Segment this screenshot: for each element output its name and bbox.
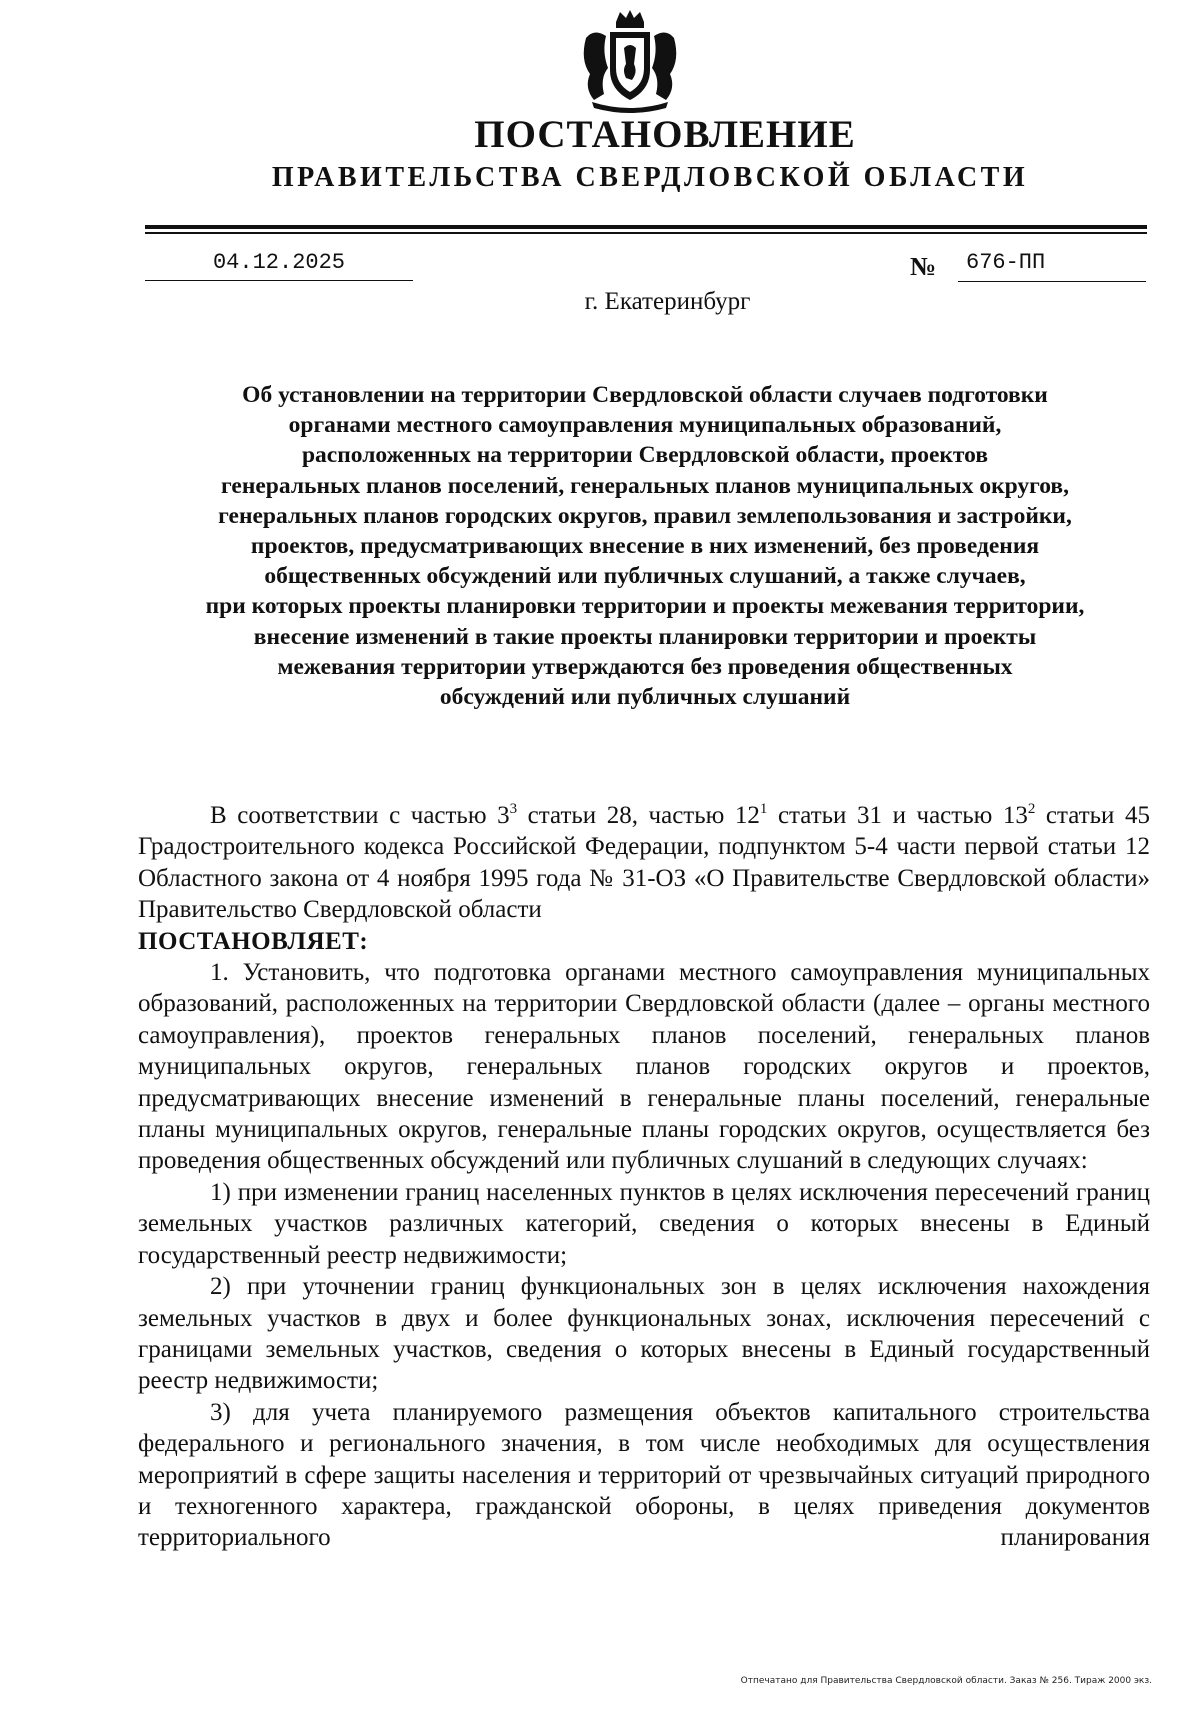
preamble-paragraph: [138, 800, 1150, 926]
coat-of-arms-icon: [576, 8, 684, 116]
document-number: 676-ПП: [958, 248, 1146, 282]
decree-word: ПОСТАНОВЛЯЕТ:: [138, 927, 369, 955]
print-imprint: Отпечатано для Правительства Свердловской области. Заказ № 256. Тираж 2000 экз.: [740, 1676, 1152, 1686]
header-rule-thick: [145, 225, 1147, 229]
heading-line: генеральных планов поселений, генеральных планов муниципальных округов,: [221, 472, 1069, 499]
document-body: [138, 800, 1150, 1554]
preamble-text: статьи 31 и частью 13: [767, 802, 1028, 829]
number-sign: №: [910, 252, 937, 281]
preamble-text: статьи 28, частью 12: [517, 802, 760, 829]
list-item: 2) при уточнении границ функциональных зон в целях исключения нахождения земельных участков в двух и более функциональных зонах, исключения пересечений с границами земельных участков, сведения о которых внесены в Единый государственный реестр недвижимости;: [138, 1273, 1150, 1395]
list-item: 1) при изменении границ населенных пунктов в целях исключения пересечений границ земельных участков различных категорий, сведения о которых внесены в Единый государственный реестр недвижимости;: [138, 1178, 1150, 1269]
document-subject-heading: [140, 380, 1150, 712]
heading-line: обсуждений или публичных слушаний: [439, 684, 851, 711]
heading-line: органами местного самоуправления муниципальных образований,: [288, 412, 1002, 439]
issuer-title: ПРАВИТЕЛЬСТВА СВЕРДЛОВСКОЙ ОБЛАСТИ: [271, 162, 1029, 193]
heading-line: расположенных на территории Свердловской области, проектов: [301, 442, 989, 469]
clause-paragraph: 1. Установить, что подготовка органами местного самоуправления муниципальных образований, расположенных на территории Свердловской области (далее – органы местного самоуправления), проектов генеральных планов поселений, генеральных планов муниципальных округов, генеральных планов городских округов и проектов, предусматривающих внесение изменений в генеральные планы поселений, генеральные планы муниципальных округов, генеральные планы городских округов, осуществляется без проведения общественных обсуждений или публичных слушаний в следующих случаях:: [138, 959, 1150, 1175]
document-city: г. Екатеринбург: [584, 288, 751, 315]
header-rule-thin: [145, 232, 1147, 234]
document-date: 04.12.2025: [145, 248, 413, 281]
preamble-text: статьи 45 Градостроительного кодекса Российской Федерации, подпунктом 5-4 части первой статьи 12 Областного закона от 4 ноября 1995 года № 31-ОЗ «О Правительстве Свердловской области» Правительство Свердловской области: [138, 802, 1150, 924]
heading-line: при которых проекты планировки территории и проекты межевания территории,: [205, 593, 1085, 620]
superscript: 1: [759, 801, 768, 817]
document-title: ПОСТАНОВЛЕНИЕ: [474, 113, 856, 156]
superscript: 2: [1027, 801, 1036, 817]
heading-line: внесение изменений в такие проекты планировки территории и проекты: [253, 623, 1037, 650]
heading-line: проектов, предусматривающих внесение в них изменений, без проведения: [250, 533, 1040, 560]
preamble-text: В соответствии с частью 3: [210, 802, 510, 829]
heading-line: генеральных планов городских округов, правил землепользования и застройки,: [218, 502, 1072, 529]
heading-line: Об установлении на территории Свердловской области случаев подготовки: [242, 382, 1048, 408]
list-item: 3) для учета планируемого размещения объектов капитального строительства федерального и регионального значения, в том числе необходимых для осуществления мероприятий в сфере защиты населения и территорий от чрезвычайных ситуаций природного и техногенного характера, гражданской обороны, в целях приведения документов территориального планирования: [138, 1398, 1150, 1552]
superscript: 3: [509, 801, 518, 817]
heading-line: общественных обсуждений или публичных слушаний, а также случаев,: [264, 563, 1026, 590]
decree-word-paragraph: [138, 926, 1150, 957]
heading-line: межевания территории утверждаются без проведения общественных: [277, 653, 1013, 680]
